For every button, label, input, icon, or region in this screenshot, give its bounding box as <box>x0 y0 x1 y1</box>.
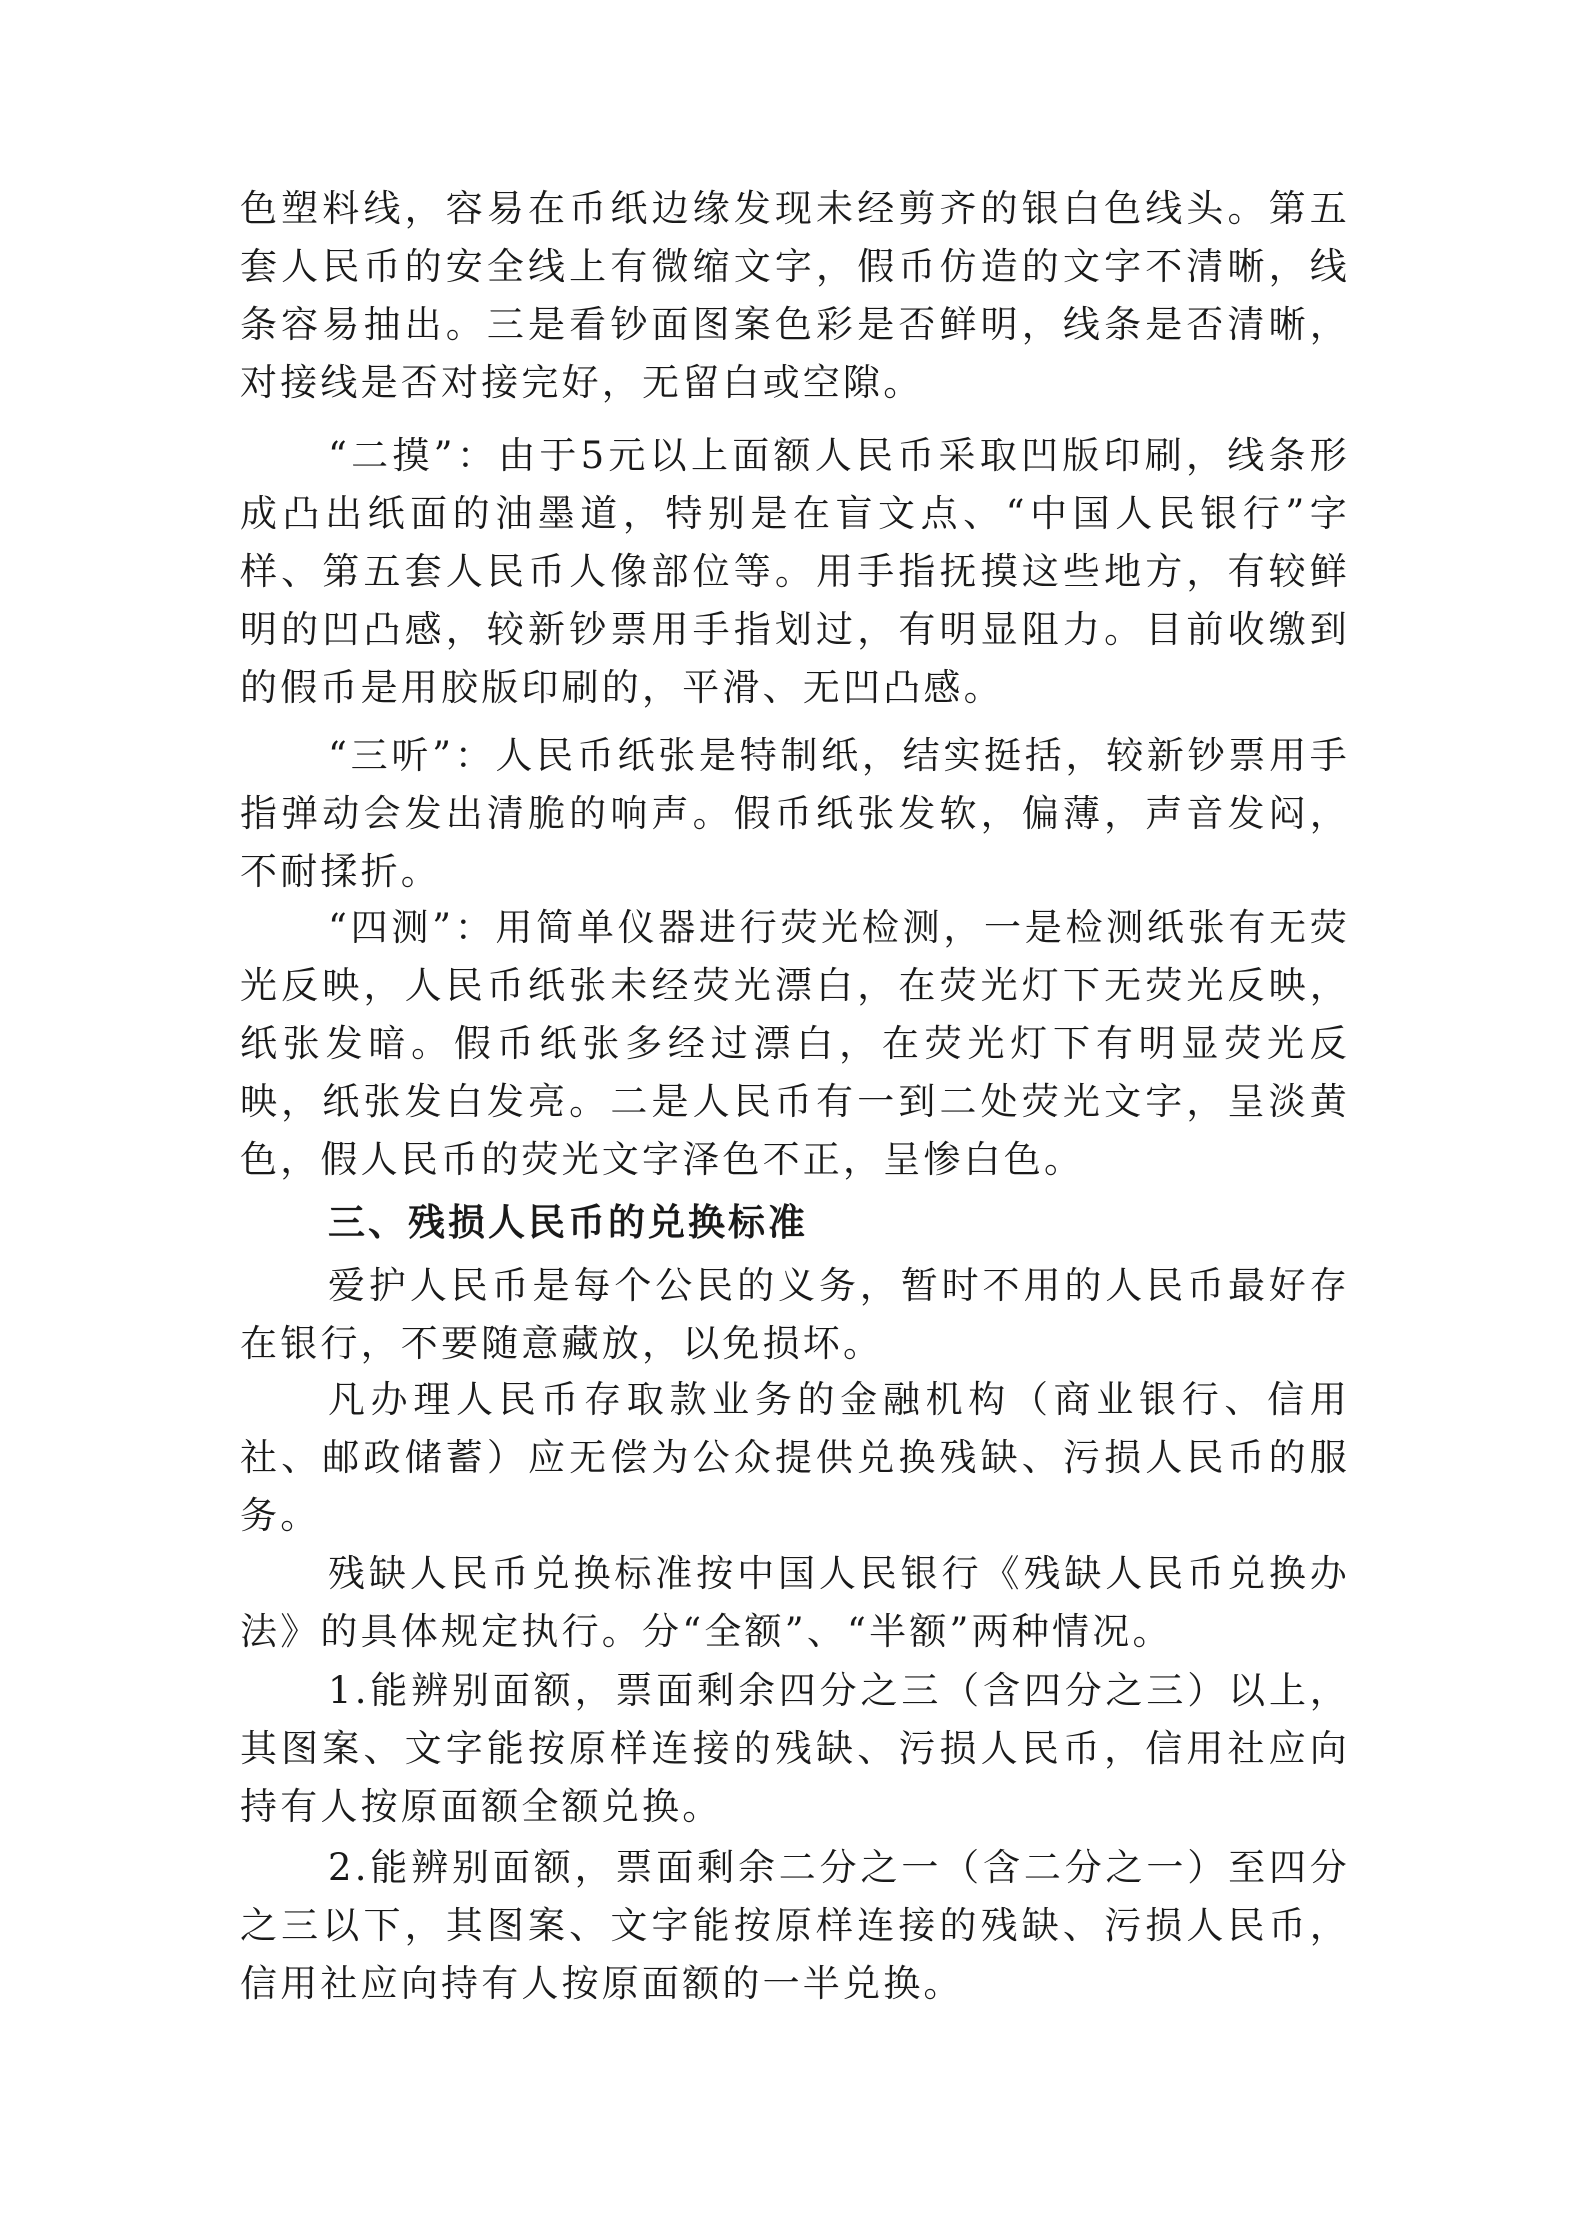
paragraph-listen: “三听”：人民币纸张是特制纸，结实挺括，较新钞票用手指弹动会发出清脆的响声。假币纸张发软，偏薄，声音发闷，不耐揉折。 <box>240 734 1350 893</box>
paragraph-care: 爱护人民币是每个公民的义务，暂时不用的人民币最好存在银行，不要随意藏放，以免损坏。 <box>240 1264 1350 1365</box>
paragraph-look-continued: 色塑料线，容易在币纸边缘发现未经剪齐的银白色线头。第五套人民币的安全线上有微缩文字，假币仿造的文字不清晰，线条容易抽出。三是看钞面图案色彩是否鲜明，线条是否清晰，对接线是否对接完好，无留白或空隙。 <box>240 187 1350 404</box>
paragraph-institutions: 凡办理人民币存取款业务的金融机构（商业银行、信用社、邮政储蓄）应无偿为公众提供兑换残缺、污损人民币的服务。 <box>240 1378 1350 1537</box>
paragraph-touch: “二摸”：由于5元以上面额人民币采取凹版印刷，线条形成凸出纸面的油墨道，特别是在盲文点、“中国人民银行”字样、第五套人民币人像部位等。用手指抚摸这些地方，有较鲜明的凹凸感，较新钞票用手指划过，有明显阻力。目前收缴到的假币是用胶版印刷的，平滑、无凹凸感。 <box>240 434 1350 709</box>
paragraph-rule-1: 1.能辨别面额，票面剩余四分之三（含四分之三）以上，其图案、文字能按原样连接的残缺、污损人民币，信用社应向持有人按原面额全额兑换。 <box>240 1669 1350 1828</box>
paragraph-rule-2: 2.能辨别面额，票面剩余二分之一（含二分之一）至四分之三以下，其图案、文字能按原样连接的残缺、污损人民币，信用社应向持有人按原面额的一半兑换。 <box>240 1846 1350 2005</box>
paragraph-standard: 残缺人民币兑换标准按中国人民银行《残缺人民币兑换办法》的具体规定执行。分“全额”、“半额”两种情况。 <box>240 1552 1350 1653</box>
paragraph-test: “四测”：用简单仪器进行荧光检测，一是检测纸张有无荧光反映，人民币纸张未经荧光漂白，在荧光灯下无荧光反映，纸张发暗。假币纸张多经过漂白，在荧光灯下有明显荧光反映，纸张发白发亮。二是人民币有一到二处荧光文字，呈淡黄色，假人民币的荧光文字泽色不正，呈惨白色。 <box>240 906 1350 1181</box>
section-heading: 三、残损人民币的兑换标准 <box>328 1201 808 1244</box>
